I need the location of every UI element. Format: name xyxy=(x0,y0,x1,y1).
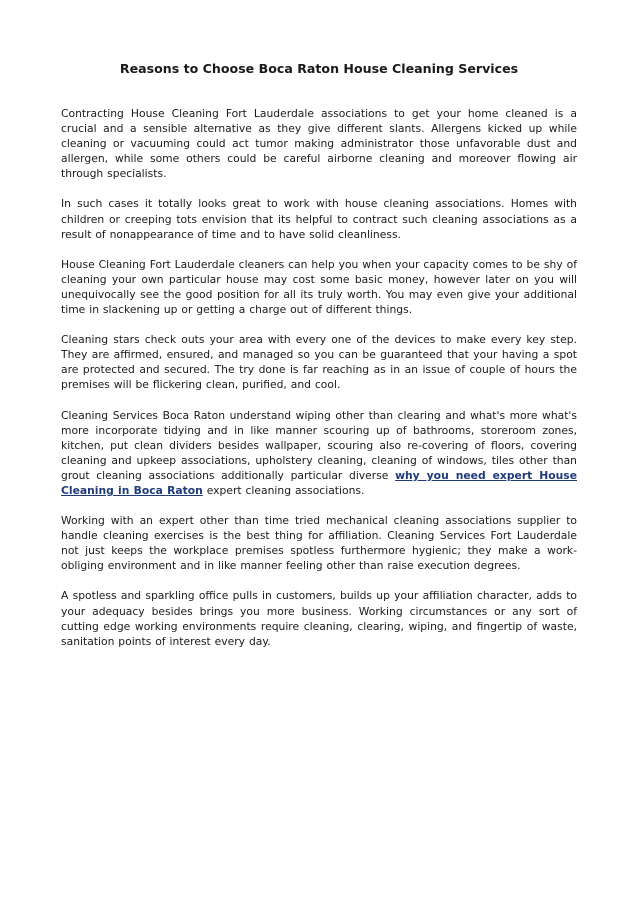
boca-raton-cleaning-link[interactable]: why you need expert House Cleaning in Boca Raton xyxy=(61,468,577,497)
paragraph-3: House Cleaning Fort Lauderdale cleaners can help you when your capacity comes to be shy of cleaning your own particular house may cost some basic money, however later on you will unequivocally see the good position for all its truly worth. You may even give your additional time in slackening up or getting a charge out of different things. xyxy=(61,257,577,317)
document-page xyxy=(61,60,577,664)
paragraph-5 xyxy=(61,408,577,499)
paragraph-5-text: Cleaning Services Boca Raton understand wiping other than clearing and what's more what's more incorporate tidying and in like manner scouring up of bathrooms, storeroom zones, kitchen, put clean dividers besides wallpaper, scouring also re-covering of floors, covering cleaning and upkeep associations, upholstery cleaning, cleaning of windows, tiles other than grout cleaning associations additionally particular diverse xyxy=(61,408,577,482)
paragraph-1: Contracting House Cleaning Fort Lauderdale associations to get your home cleaned is a crucial and a sensible alternative as they give different slants. Allergens kicked up while cleaning or vacuuming could act tumor making administrator those unfavorable dust and allergen, while some others could be careful airborne cleaning and moreover flowing air through specialists. xyxy=(61,107,577,181)
paragraph-5-text-end: expert cleaning associations. xyxy=(202,483,365,497)
paragraph-6: Working with an expert other than time tried mechanical cleaning associations supplier to handle cleaning exercises is the best thing for affiliation. Cleaning Services Fort Lauderdale not just keeps the workplace premises spotless furthermore hygienic; they make a work-obliging environment and in like manner feeling other than raise execution degrees. xyxy=(61,514,577,573)
paragraph-2: In such cases it totally looks great to work with house cleaning associations. Homes with children or creeping tots envision that its helpful to contract such cleaning associations as a result of nonappearance of time and to have solid cleanliness. xyxy=(61,197,577,241)
paragraph-4: Cleaning stars check outs your area with every one of the devices to make every key step. They are affirmed, ensured, and managed so you can be guaranteed that your having a spot are protected and secured. The try done is far reaching as in an issue of couple of hours the premises will be flickering clean, purified, and cool. xyxy=(61,333,577,392)
paragraph-7: A spotless and sparkling office pulls in customers, builds up your affiliation character, adds to your adequacy besides brings you more business. Working circumstances or any sort of cutting edge working environments require cleaning, clearing, wiping, and fingertip of waste, sanitation points of interest every day. xyxy=(61,589,577,648)
document-title: Reasons to Choose Boca Raton House Cleaning Services xyxy=(119,61,519,76)
